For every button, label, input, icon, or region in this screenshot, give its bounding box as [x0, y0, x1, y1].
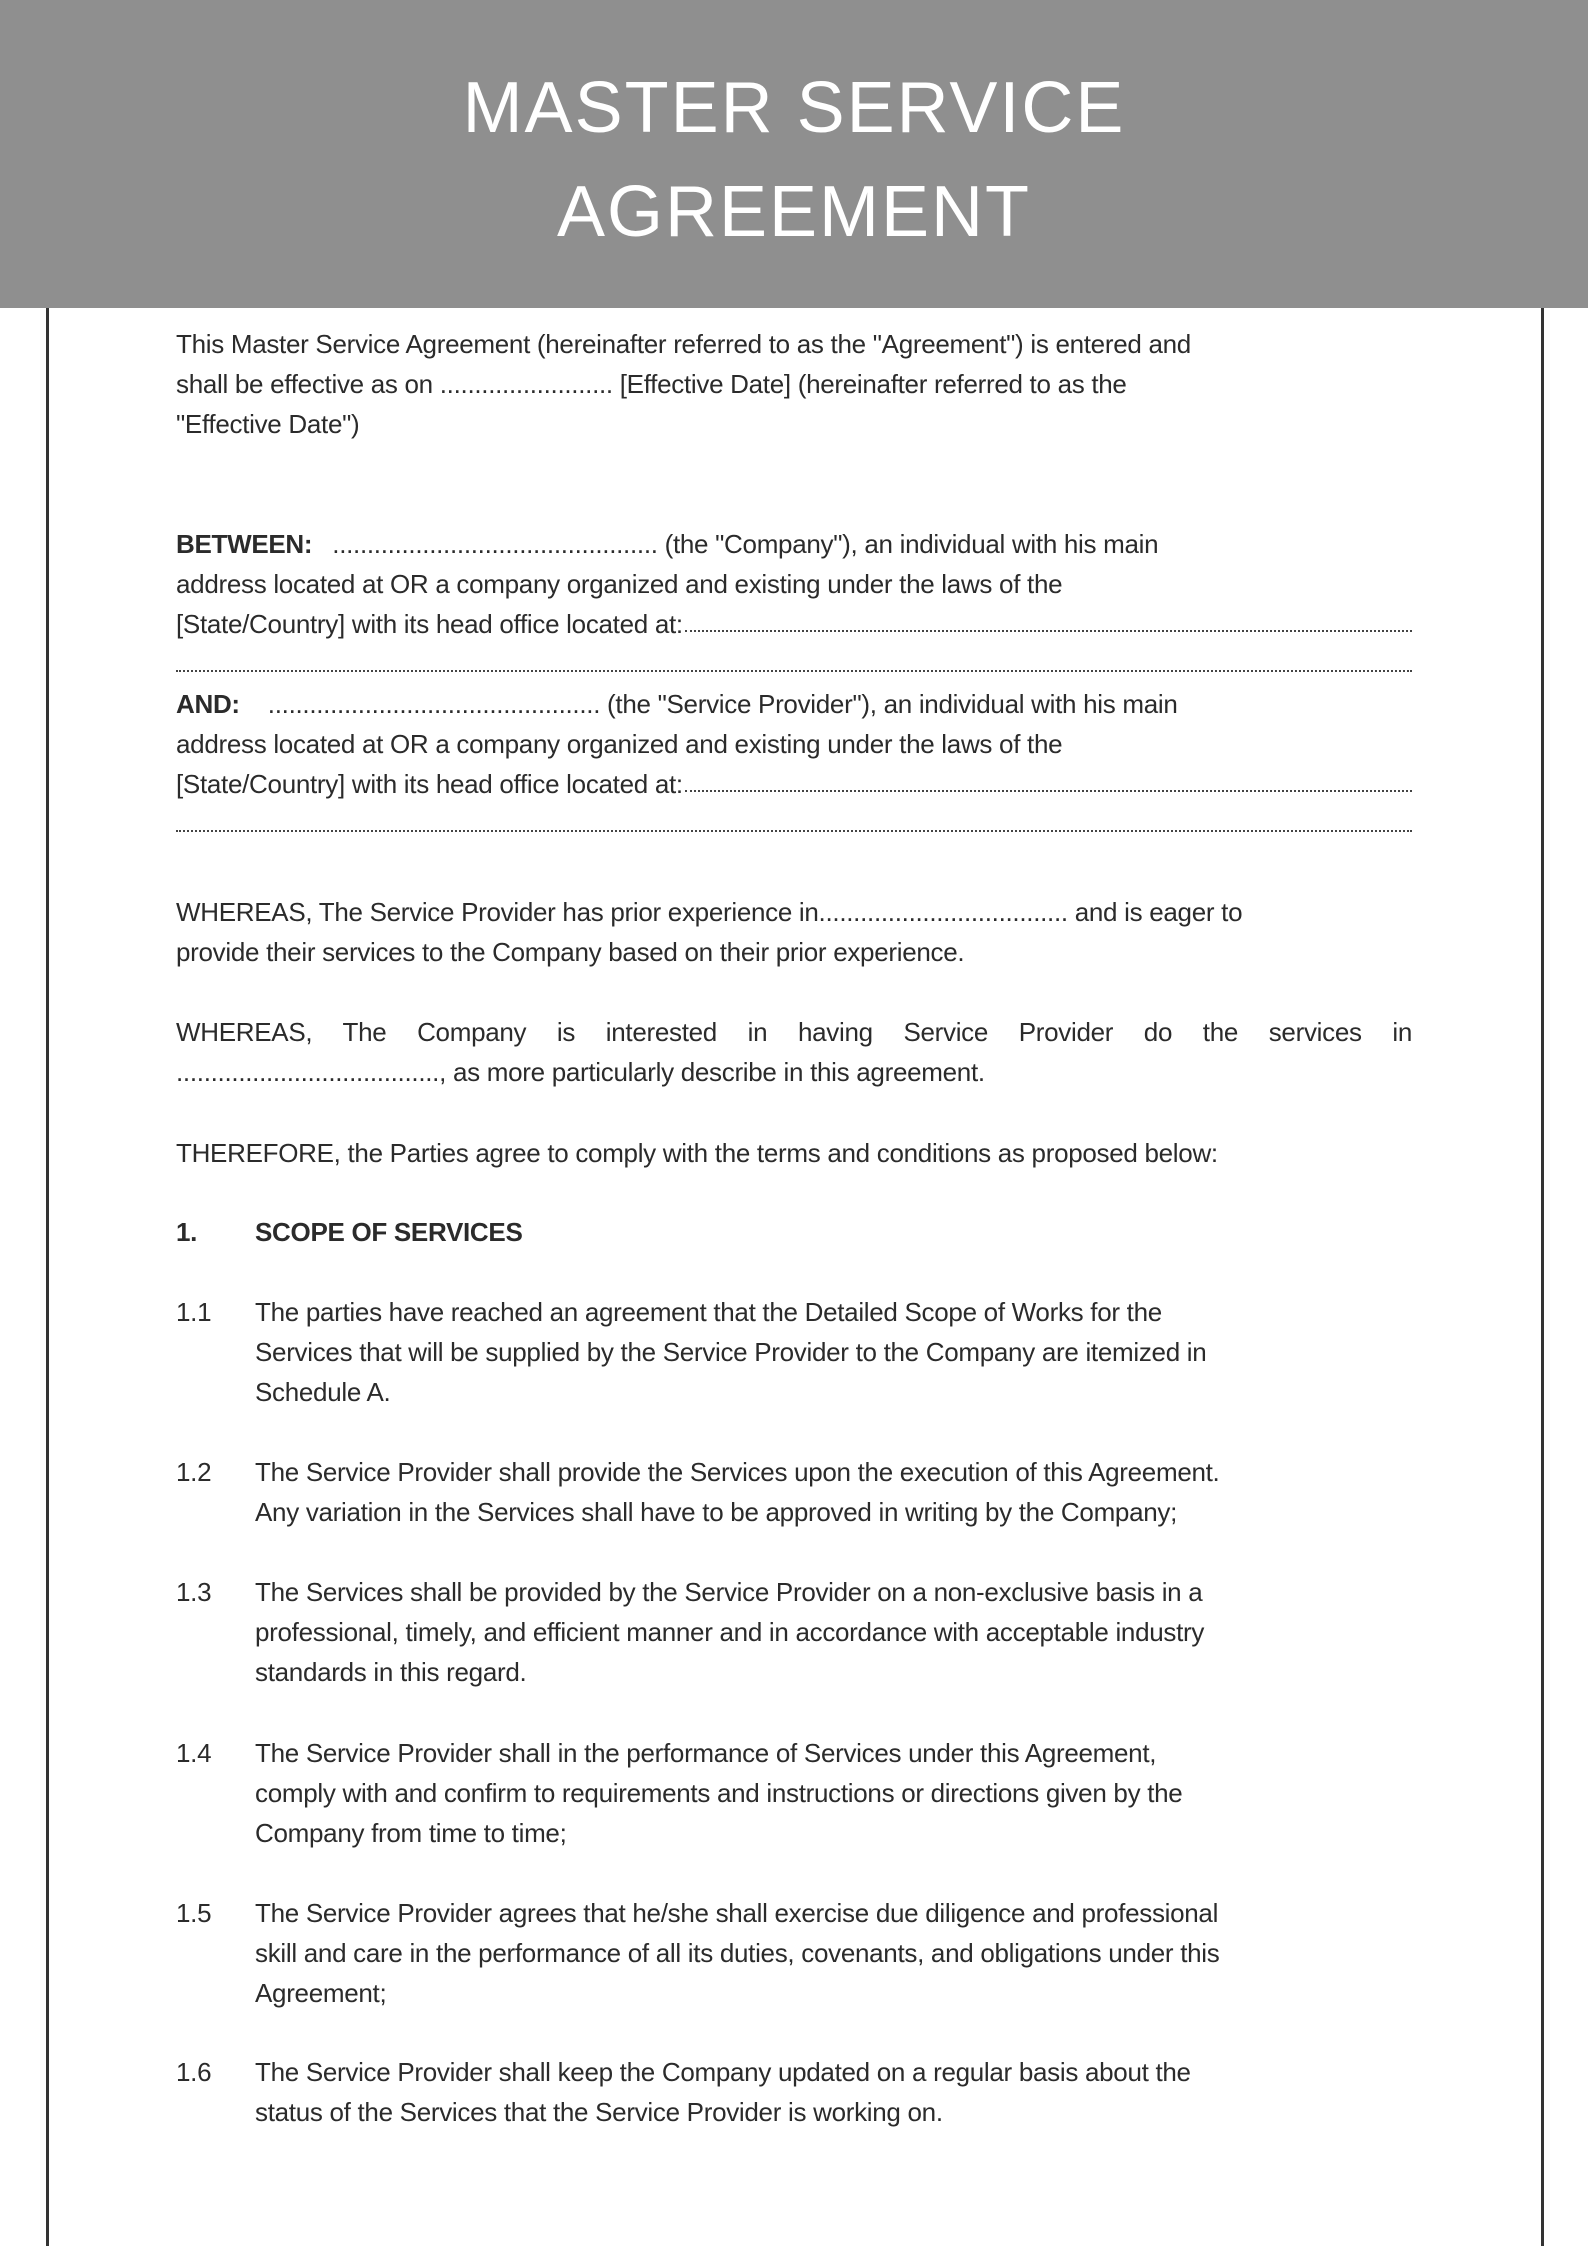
intro-paragraph — [176, 324, 1412, 444]
clause-item — [176, 1452, 1412, 1532]
clause-text — [255, 1572, 1412, 1692]
text-line: Company from time to time; — [255, 1818, 567, 1848]
text-line: The Service Provider agrees that he/she shall exercise due diligence and professional — [255, 1898, 1219, 1928]
dotted-fill-line — [176, 670, 1412, 672]
section-number: 1. — [176, 1217, 198, 1247]
dotted-fill-line — [176, 830, 1412, 832]
section-title: SCOPE OF SERVICES — [255, 1217, 523, 1247]
text-line: Agreement; — [255, 1978, 387, 2008]
therefore-paragraph — [176, 1133, 1412, 1173]
clause-item — [176, 1733, 1412, 1853]
clause-number: 1.3 — [176, 1577, 212, 1607]
text-line: skill and care in the performance of all its duties, covenants, and obligations under this — [255, 1938, 1220, 1968]
between-label: BETWEEN: — [176, 529, 313, 559]
text-line: "Effective Date") — [176, 409, 360, 439]
clause-item — [176, 1292, 1412, 1412]
clause-text — [255, 1733, 1412, 1853]
text-line: ............................................... (the "Company"), an individual with his main — [332, 529, 1159, 559]
clause-number: 1.1 — [176, 1297, 212, 1327]
text-line: professional, timely, and efficient manner and in accordance with acceptable industry — [255, 1617, 1205, 1647]
text-line: THEREFORE, the Parties agree to comply with the terms and conditions as proposed below: — [176, 1138, 1218, 1168]
clause-text — [255, 2052, 1412, 2132]
page-border-right — [1541, 308, 1544, 2246]
clause-text — [255, 1893, 1412, 2013]
text-line: shall be effective as on ......................... [Effective Date] (hereinafter referred to as the — [176, 369, 1127, 399]
text-line: The parties have reached an agreement that the Detailed Scope of Works for the — [255, 1297, 1162, 1327]
text-line: comply with and confirm to requirements and instructions or directions given by the — [255, 1778, 1183, 1808]
and-party-block — [176, 684, 1412, 844]
section-heading — [176, 1212, 1412, 1252]
whereas-paragraph-1 — [176, 892, 1412, 972]
clause-number: 1.5 — [176, 1898, 212, 1928]
between-party-block — [176, 524, 1412, 684]
clause-number: 1.4 — [176, 1738, 212, 1768]
page-border-left — [46, 308, 49, 2246]
clause-text — [255, 1292, 1412, 1412]
text-line: The Service Provider shall keep the Company updated on a regular basis about the — [255, 2057, 1191, 2087]
text-line: The Services shall be provided by the Service Provider on a non-exclusive basis in a — [255, 1577, 1203, 1607]
clause-number: 1.2 — [176, 1457, 212, 1487]
clause-text — [255, 1452, 1412, 1532]
clause-item — [176, 2052, 1412, 2132]
and-label: AND: — [176, 689, 240, 719]
dotted-fill-line — [685, 630, 1412, 632]
text-line: The Service Provider shall in the performance of Services under this Agreement, — [255, 1738, 1157, 1768]
title-banner — [0, 0, 1588, 308]
text-line: Schedule A. — [255, 1377, 391, 1407]
text-line: The Service Provider shall provide the Services upon the execution of this Agreement. — [255, 1457, 1220, 1487]
text-line: status of the Services that the Service Provider is working on. — [255, 2097, 943, 2127]
clause-item — [176, 1572, 1412, 1692]
text-line: standards in this regard. — [255, 1657, 527, 1687]
document-title-line-1: MASTER SERVICE — [462, 68, 1126, 148]
clause-item — [176, 1893, 1412, 2013]
text-line: ................................................ (the "Service Provider"), an individual with his main — [267, 689, 1178, 719]
dotted-fill-line — [685, 790, 1412, 792]
text-line: WHEREAS, The Company is interested in having Service Provider do the services in — [176, 1017, 1412, 1047]
text-line: This Master Service Agreement (hereinafter referred to as the "Agreement") is entered and — [176, 329, 1191, 359]
text-line: [State/Country] with its head office located at: — [176, 769, 683, 799]
text-line: Services that will be supplied by the Service Provider to the Company are itemized in — [255, 1337, 1207, 1367]
text-line: WHEREAS, The Service Provider has prior experience in.................................... and is eager to — [176, 897, 1243, 927]
text-line: provide their services to the Company based on their prior experience. — [176, 937, 965, 967]
clause-number: 1.6 — [176, 2057, 212, 2087]
text-line: address located at OR a company organized and existing under the laws of the — [176, 569, 1063, 599]
text-line: [State/Country] with its head office located at: — [176, 609, 683, 639]
document-title-line-2: AGREEMENT — [556, 172, 1032, 252]
whereas-paragraph-2 — [176, 1012, 1412, 1092]
text-line: Any variation in the Services shall have to be approved in writing by the Company; — [255, 1497, 1178, 1527]
text-line: address located at OR a company organized and existing under the laws of the — [176, 729, 1063, 759]
text-line: ......................................, as more particularly describe in this agreement. — [176, 1057, 985, 1087]
